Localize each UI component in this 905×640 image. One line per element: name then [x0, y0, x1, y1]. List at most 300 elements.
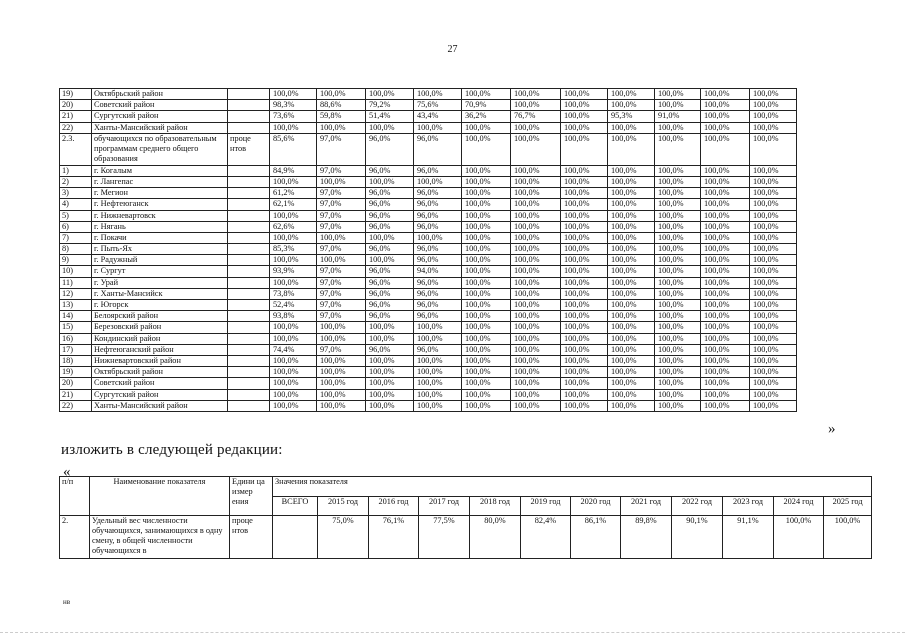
- value-cell: 100,0%: [270, 210, 317, 221]
- value-cell: 100,0%: [608, 266, 655, 277]
- row-name: обучающихся по образовательным программам среднего общего образования: [92, 133, 228, 165]
- value-cell: 100,0%: [462, 367, 511, 378]
- value-cell: [273, 516, 318, 559]
- value-cell: 100,0%: [462, 355, 511, 366]
- value-cell: 96,0%: [366, 165, 414, 176]
- row-name: Ханты-Мансийский район: [92, 400, 228, 411]
- value-cell: 100,0%: [511, 400, 561, 411]
- value-cell: 94,0%: [414, 266, 462, 277]
- value-cell: 100,0%: [366, 255, 414, 266]
- value-cell: 76,1%: [369, 516, 419, 559]
- value-cell: 100,0%: [701, 367, 750, 378]
- value-cell: 100,0%: [701, 255, 750, 266]
- value-cell: 100,0%: [511, 344, 561, 355]
- table-row: [60, 344, 845, 355]
- value-cell: 100,0%: [414, 89, 462, 100]
- value-cell: 70,9%: [462, 100, 511, 111]
- row-number: 21): [60, 389, 92, 400]
- row-unit: проце нтов: [228, 133, 270, 165]
- value-cell: 100,0%: [561, 389, 608, 400]
- value-cell: 100,0%: [655, 176, 701, 187]
- value-cell: 100,0%: [511, 232, 561, 243]
- row-number: 4): [60, 199, 92, 210]
- value-cell: 100,0%: [270, 378, 317, 389]
- row-number: 20): [60, 100, 92, 111]
- table-row: [60, 89, 845, 100]
- value-cell: 97,0%: [317, 266, 366, 277]
- value-cell: 100,0%: [655, 300, 701, 311]
- value-cell: 100,0%: [270, 333, 317, 344]
- row-name: Кондинский район: [92, 333, 228, 344]
- row-number: 2.3.: [60, 133, 92, 165]
- value-cell: 100,0%: [608, 188, 655, 199]
- value-cell: 100,0%: [366, 322, 414, 333]
- row-number: 1): [60, 165, 92, 176]
- table-row: [60, 300, 845, 311]
- value-cell: 86,1%: [571, 516, 621, 559]
- value-cell: 100,0%: [511, 89, 561, 100]
- table-row: [60, 122, 845, 133]
- value-cell: 100,0%: [511, 122, 561, 133]
- year-header: 2015 год: [318, 496, 369, 516]
- value-cell: 75,6%: [414, 100, 462, 111]
- row-number: 7): [60, 232, 92, 243]
- value-cell: 100,0%: [608, 378, 655, 389]
- value-cell: 100,0%: [655, 165, 701, 176]
- value-cell: 97,0%: [317, 221, 366, 232]
- value-cell: 100,0%: [701, 165, 750, 176]
- year-header: 2018 год: [470, 496, 521, 516]
- value-cell: 100,0%: [366, 232, 414, 243]
- value-cell: 43,4%: [414, 111, 462, 122]
- value-cell: 100,0%: [701, 344, 750, 355]
- value-cell: 100,0%: [511, 199, 561, 210]
- value-cell: 100,0%: [750, 311, 797, 322]
- value-cell: 100,0%: [608, 344, 655, 355]
- value-cell: 100,0%: [317, 176, 366, 187]
- row-unit: [228, 367, 270, 378]
- row-unit: [228, 322, 270, 333]
- table-row: [60, 221, 845, 232]
- value-cell: 100,0%: [270, 255, 317, 266]
- value-cell: 82,4%: [521, 516, 571, 559]
- row-name: Ханты-Мансийский район: [92, 122, 228, 133]
- row-name: г. Нягань: [92, 221, 228, 232]
- value-cell: 100,0%: [655, 378, 701, 389]
- row-number: 2): [60, 176, 92, 187]
- value-cell: 100,0%: [366, 367, 414, 378]
- value-cell: 100,0%: [511, 266, 561, 277]
- row-name: Нижневартовский район: [92, 355, 228, 366]
- row-unit: [228, 100, 270, 111]
- row-unit: [228, 255, 270, 266]
- row-number: 19): [60, 89, 92, 100]
- row-unit: [228, 111, 270, 122]
- value-cell: 85,3%: [270, 244, 317, 255]
- year-header: 2024 год: [774, 496, 824, 516]
- value-cell: 100,0%: [608, 210, 655, 221]
- value-cell: 96,0%: [366, 199, 414, 210]
- value-cell: 97,0%: [317, 277, 366, 288]
- value-cell: 100,0%: [462, 277, 511, 288]
- header-indicator-name: Наименование показателя: [90, 477, 230, 516]
- value-cell: 90,1%: [672, 516, 723, 559]
- value-cell: 100,0%: [701, 288, 750, 299]
- row-number: 3): [60, 188, 92, 199]
- value-cell: 100,0%: [608, 199, 655, 210]
- row-unit: [228, 277, 270, 288]
- value-cell: 62,6%: [270, 221, 317, 232]
- value-cell: 59,8%: [317, 111, 366, 122]
- value-cell: 100,0%: [750, 165, 797, 176]
- value-cell: 100,0%: [655, 277, 701, 288]
- value-cell: 96,0%: [414, 244, 462, 255]
- value-cell: 100,0%: [561, 300, 608, 311]
- value-cell: 100,0%: [511, 176, 561, 187]
- value-cell: 100,0%: [701, 210, 750, 221]
- value-cell: 100,0%: [655, 389, 701, 400]
- value-cell: 97,0%: [317, 300, 366, 311]
- value-cell: 100,0%: [317, 322, 366, 333]
- value-cell: 100,0%: [655, 210, 701, 221]
- value-cell: 100,0%: [750, 277, 797, 288]
- row-name: г. Пыть-Ях: [92, 244, 228, 255]
- value-cell: 100,0%: [511, 165, 561, 176]
- table-row: [60, 188, 845, 199]
- table-row: [60, 378, 845, 389]
- value-cell: 96,0%: [414, 210, 462, 221]
- value-cell: 100,0%: [824, 516, 872, 559]
- value-cell: 100,0%: [608, 389, 655, 400]
- value-cell: 100,0%: [366, 355, 414, 366]
- row-unit: [228, 266, 270, 277]
- row-number: 17): [60, 344, 92, 355]
- value-cell: 36,2%: [462, 111, 511, 122]
- row-unit: [228, 389, 270, 400]
- row-unit: [228, 355, 270, 366]
- row-name: г. Лангепас: [92, 176, 228, 187]
- value-cell: 100,0%: [511, 300, 561, 311]
- value-cell: 75,0%: [318, 516, 369, 559]
- row-number: 22): [60, 122, 92, 133]
- value-cell: 100,0%: [270, 176, 317, 187]
- value-cell: 96,0%: [414, 165, 462, 176]
- value-cell: 100,0%: [462, 210, 511, 221]
- row-unit: [228, 210, 270, 221]
- value-cell: 100,0%: [462, 389, 511, 400]
- year-header: 2019 год: [521, 496, 571, 516]
- value-cell: 100,0%: [561, 133, 608, 165]
- value-cell: 100,0%: [655, 232, 701, 243]
- value-cell: 100,0%: [774, 516, 824, 559]
- value-cell: 100,0%: [561, 221, 608, 232]
- header-no: п/п: [60, 477, 90, 516]
- value-cell: 100,0%: [655, 244, 701, 255]
- value-cell: 100,0%: [608, 288, 655, 299]
- row-number: 22): [60, 400, 92, 411]
- value-cell: 100,0%: [701, 300, 750, 311]
- row-unit: [228, 122, 270, 133]
- value-cell: 100,0%: [366, 89, 414, 100]
- value-cell: 100,0%: [701, 333, 750, 344]
- value-cell: 100,0%: [462, 378, 511, 389]
- value-cell: 100,0%: [511, 133, 561, 165]
- row-name: г. Нижневартовск: [92, 210, 228, 221]
- value-cell: 100,0%: [750, 378, 797, 389]
- value-cell: 100,0%: [608, 122, 655, 133]
- row-number: 9): [60, 255, 92, 266]
- value-cell: 100,0%: [511, 367, 561, 378]
- value-cell: 100,0%: [317, 378, 366, 389]
- value-cell: 100,0%: [750, 100, 797, 111]
- value-cell: 100,0%: [462, 266, 511, 277]
- value-cell: 100,0%: [750, 389, 797, 400]
- row-name: г. Мегион: [92, 188, 228, 199]
- value-cell: 100,0%: [561, 322, 608, 333]
- value-cell: 100,0%: [655, 100, 701, 111]
- year-header: 2023 год: [723, 496, 774, 516]
- value-cell: 100,0%: [561, 111, 608, 122]
- value-cell: 96,0%: [414, 311, 462, 322]
- value-cell: 100,0%: [608, 244, 655, 255]
- value-cell: 100,0%: [561, 89, 608, 100]
- value-cell: 96,0%: [366, 188, 414, 199]
- value-cell: 100,0%: [750, 344, 797, 355]
- value-cell: 100,0%: [608, 165, 655, 176]
- value-cell: 95,3%: [608, 111, 655, 122]
- value-cell: 97,0%: [317, 210, 366, 221]
- year-header: 2022 год: [672, 496, 723, 516]
- value-cell: 73,6%: [270, 111, 317, 122]
- value-cell: 88,6%: [317, 100, 366, 111]
- value-cell: 96,0%: [366, 133, 414, 165]
- page-footnote: нв: [63, 598, 71, 606]
- value-cell: 100,0%: [366, 389, 414, 400]
- value-cell: 100,0%: [270, 232, 317, 243]
- value-cell: 100,0%: [462, 176, 511, 187]
- value-cell: 96,0%: [414, 199, 462, 210]
- value-cell: 100,0%: [462, 221, 511, 232]
- value-cell: 100,0%: [701, 89, 750, 100]
- value-cell: 100,0%: [608, 311, 655, 322]
- value-cell: 100,0%: [655, 344, 701, 355]
- value-cell: 100,0%: [750, 89, 797, 100]
- row-number: 18): [60, 355, 92, 366]
- opening-quote: «: [63, 464, 71, 480]
- value-cell: 100,0%: [750, 199, 797, 210]
- row-unit: проце нтов: [230, 516, 273, 559]
- row-name: Советский район: [92, 378, 228, 389]
- table-row: [60, 133, 845, 165]
- value-cell: 100,0%: [655, 188, 701, 199]
- value-cell: 100,0%: [701, 111, 750, 122]
- value-cell: 52,4%: [270, 300, 317, 311]
- row-unit: [228, 232, 270, 243]
- value-cell: 100,0%: [270, 122, 317, 133]
- value-cell: 79,2%: [366, 100, 414, 111]
- value-cell: 100,0%: [701, 266, 750, 277]
- value-cell: 100,0%: [270, 277, 317, 288]
- value-cell: 100,0%: [655, 400, 701, 411]
- value-cell: 100,0%: [608, 355, 655, 366]
- value-cell: 96,0%: [366, 277, 414, 288]
- value-cell: 100,0%: [511, 378, 561, 389]
- value-cell: 100,0%: [750, 122, 797, 133]
- value-cell: 100,0%: [750, 367, 797, 378]
- value-cell: 100,0%: [750, 210, 797, 221]
- value-cell: 100,0%: [701, 322, 750, 333]
- year-header: 2016 год: [369, 496, 419, 516]
- table-row: [60, 333, 845, 344]
- value-cell: 100,0%: [366, 333, 414, 344]
- row-unit: [228, 333, 270, 344]
- row-unit: [228, 311, 270, 322]
- value-cell: 100,0%: [701, 221, 750, 232]
- value-cell: 100,0%: [414, 389, 462, 400]
- row-name: Нефтеюганский район: [92, 344, 228, 355]
- value-cell: 100,0%: [561, 333, 608, 344]
- row-unit: [228, 89, 270, 100]
- value-cell: 96,0%: [366, 210, 414, 221]
- year-header: ВСЕГО: [273, 496, 318, 516]
- row-number: 19): [60, 367, 92, 378]
- value-cell: 97,0%: [317, 188, 366, 199]
- row-number: 10): [60, 266, 92, 277]
- value-cell: 100,0%: [561, 311, 608, 322]
- year-header: 2025 год: [824, 496, 872, 516]
- row-name: г. Югорск: [92, 300, 228, 311]
- value-cell: 96,0%: [366, 288, 414, 299]
- value-cell: 96,0%: [366, 344, 414, 355]
- value-cell: 85,6%: [270, 133, 317, 165]
- value-cell: 97,0%: [317, 344, 366, 355]
- page-edge-divider: [0, 632, 905, 633]
- value-cell: 100,0%: [608, 221, 655, 232]
- value-cell: 100,0%: [608, 277, 655, 288]
- table-row: [60, 355, 845, 366]
- value-cell: 100,0%: [366, 400, 414, 411]
- value-cell: 100,0%: [462, 400, 511, 411]
- value-cell: 100,0%: [750, 355, 797, 366]
- value-cell: 100,0%: [561, 400, 608, 411]
- value-cell: 100,0%: [655, 288, 701, 299]
- value-cell: 100,0%: [655, 322, 701, 333]
- row-name: г. Урай: [92, 277, 228, 288]
- value-cell: 100,0%: [511, 210, 561, 221]
- row-name: г. Когалым: [92, 165, 228, 176]
- row-unit: [228, 199, 270, 210]
- value-cell: 100,0%: [561, 277, 608, 288]
- value-cell: 96,0%: [366, 266, 414, 277]
- value-cell: 100,0%: [608, 232, 655, 243]
- value-cell: 100,0%: [701, 378, 750, 389]
- year-header: 2020 год: [571, 496, 621, 516]
- value-cell: 100,0%: [366, 122, 414, 133]
- value-cell: 100,0%: [608, 400, 655, 411]
- table-row: [60, 367, 845, 378]
- value-cell: 100,0%: [561, 288, 608, 299]
- value-cell: 98,3%: [270, 100, 317, 111]
- value-cell: 100,0%: [561, 266, 608, 277]
- value-cell: 100,0%: [317, 255, 366, 266]
- page-number: 27: [447, 44, 458, 55]
- value-cell: 100,0%: [511, 389, 561, 400]
- table-row: [60, 165, 845, 176]
- value-cell: 100,0%: [655, 221, 701, 232]
- amended-indicator-table: [59, 476, 872, 559]
- row-number: 8): [60, 244, 92, 255]
- value-cell: 97,0%: [317, 199, 366, 210]
- header-values-group: Значения показателя: [273, 477, 872, 497]
- value-cell: 51,4%: [366, 111, 414, 122]
- value-cell: 100,0%: [317, 89, 366, 100]
- value-cell: 100,0%: [414, 176, 462, 187]
- value-cell: 100,0%: [701, 244, 750, 255]
- row-indicator-name: Удельный вес численности обучающихся, занимающихся в одну смену, в общей численности обучающихся в: [90, 516, 230, 559]
- value-cell: 100,0%: [608, 322, 655, 333]
- row-name: Советский район: [92, 100, 228, 111]
- value-cell: 62,1%: [270, 199, 317, 210]
- row-number: 20): [60, 378, 92, 389]
- row-name: Октябрьский район: [92, 89, 228, 100]
- value-cell: 100,0%: [366, 378, 414, 389]
- value-cell: 100,0%: [462, 165, 511, 176]
- value-cell: 100,0%: [511, 100, 561, 111]
- row-unit: [228, 400, 270, 411]
- row-unit: [228, 344, 270, 355]
- value-cell: 100,0%: [750, 400, 797, 411]
- value-cell: 100,0%: [750, 188, 797, 199]
- table-row: [60, 266, 845, 277]
- value-cell: 100,0%: [414, 367, 462, 378]
- value-cell: 100,0%: [462, 300, 511, 311]
- row-name: Октябрьский район: [92, 367, 228, 378]
- value-cell: 100,0%: [462, 122, 511, 133]
- row-name: г. Ханты-Мансийск: [92, 288, 228, 299]
- value-cell: 100,0%: [317, 355, 366, 366]
- closing-quote: »: [828, 421, 836, 437]
- table-row: [60, 255, 845, 266]
- value-cell: 100,0%: [462, 333, 511, 344]
- value-cell: 100,0%: [655, 89, 701, 100]
- value-cell: 100,0%: [462, 232, 511, 243]
- value-cell: 100,0%: [701, 311, 750, 322]
- value-cell: 100,0%: [701, 232, 750, 243]
- value-cell: 100,0%: [750, 266, 797, 277]
- value-cell: 97,0%: [317, 311, 366, 322]
- value-cell: 93,9%: [270, 266, 317, 277]
- value-cell: 100,0%: [750, 111, 797, 122]
- value-cell: 97,0%: [317, 165, 366, 176]
- value-cell: 100,0%: [750, 232, 797, 243]
- value-cell: 100,0%: [561, 367, 608, 378]
- value-cell: 100,0%: [270, 389, 317, 400]
- row-unit: [228, 188, 270, 199]
- value-cell: 96,0%: [414, 221, 462, 232]
- value-cell: 100,0%: [608, 367, 655, 378]
- row-number: 14): [60, 311, 92, 322]
- row-name: г. Покачи: [92, 232, 228, 243]
- value-cell: 100,0%: [270, 400, 317, 411]
- value-cell: 96,0%: [414, 133, 462, 165]
- value-cell: 100,0%: [270, 355, 317, 366]
- table-row: [60, 322, 845, 333]
- value-cell: 100,0%: [561, 122, 608, 133]
- value-cell: 80,0%: [470, 516, 521, 559]
- value-cell: 100,0%: [462, 344, 511, 355]
- value-cell: 100,0%: [750, 322, 797, 333]
- year-header: 2021 год: [621, 496, 672, 516]
